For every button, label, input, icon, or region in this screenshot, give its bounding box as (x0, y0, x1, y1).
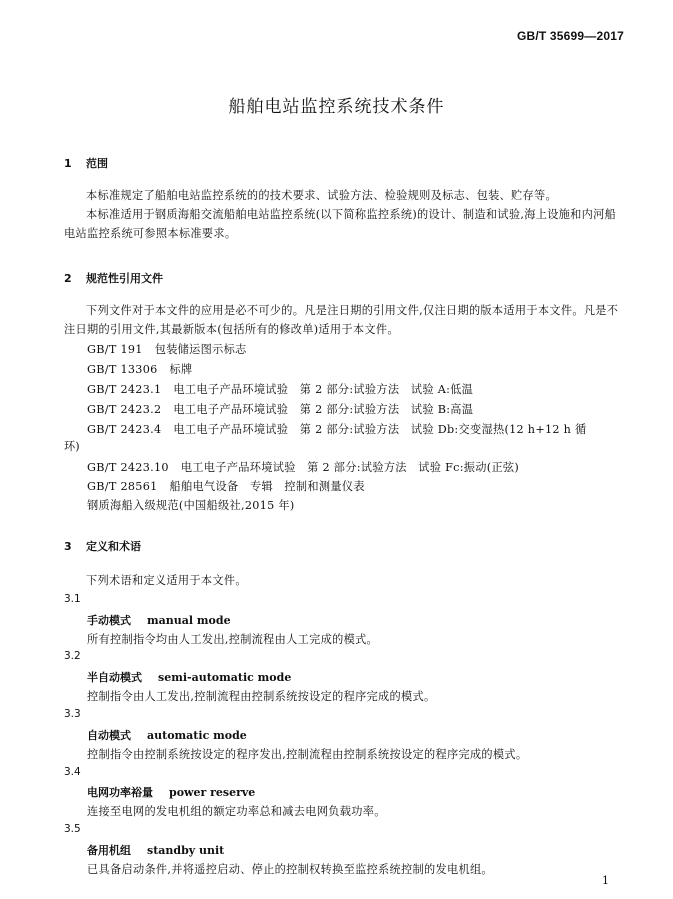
term-heading (87, 842, 224, 858)
standard-code: GB/T 35699—2017 (516, 29, 624, 43)
reference-code: GB/T 2423.1 (87, 383, 162, 396)
term-definition: 控制指令由控制系统按设定的程序发出,控制流程由控制系统按设定的程序完成的模式。 (87, 748, 528, 761)
reference-title: 电工电子产品环境试验 第 2 部分:试验方法 试验 A:低温 (173, 383, 474, 396)
term-en: power reserve (169, 786, 256, 799)
reference-title: 电工电子产品环境试验 第 2 部分:试验方法 试验 Fc:振动(正弦) (180, 461, 520, 474)
term-en: semi-automatic mode (158, 671, 292, 684)
references-intro: 下列文件对于本文件的应用是必不可少的。凡是注日期的引用文件,仅注日期的版本适用于本文件。凡是不注日期的引用文件,其最新版本(包括所有的修改单)适用于本文件。 (64, 304, 619, 336)
reference-item (87, 401, 473, 417)
term-heading (87, 669, 291, 685)
reference-title-continuation: 环) (64, 440, 80, 453)
reference-code: GB/T 28561 (87, 480, 158, 493)
reference-code: GB/T 13306 (87, 363, 158, 376)
reference-item (87, 459, 519, 475)
reference-title: 包装储运图示标志 (154, 343, 247, 356)
reference-item (87, 421, 587, 437)
term-number: 3.2 (64, 650, 81, 662)
reference-title: 电工电子产品环境试验 第 2 部分:试验方法 试验 B:高温 (173, 403, 474, 416)
reference-code: GB/T 2423.2 (87, 403, 162, 416)
section-2-heading (64, 270, 163, 286)
term-definition: 已具备启动条件,并将遥控启动、停止的控制权转换至监控系统控制的发电机组。 (87, 863, 493, 876)
section-number: 3 (64, 540, 72, 553)
reference-item (87, 381, 473, 397)
term-zh: 自动模式 (87, 729, 131, 742)
section-title: 定义和术语 (86, 540, 141, 553)
term-en: standby unit (147, 844, 225, 857)
term-zh: 电网功率裕量 (87, 786, 153, 799)
reference-code: GB/T 2423.4 (87, 423, 162, 436)
reference-item (87, 478, 365, 494)
term-number: 3.4 (64, 766, 81, 778)
scope-paragraph-1: 本标准规定了船舶电站监控系统的的技术要求、试验方法、检验规则及标志、包装、贮存等。 (86, 189, 557, 202)
reference-title: 船舶电气设备 专辑 控制和测量仪表 (169, 480, 365, 493)
term-zh: 半自动模式 (87, 671, 142, 684)
reference-code: GB/T 2423.10 (87, 461, 169, 474)
reference-code: GB/T 191 (87, 343, 143, 356)
terms-intro: 下列术语和定义适用于本文件。 (86, 574, 247, 587)
term-en: manual mode (147, 614, 231, 627)
term-en: automatic mode (147, 729, 247, 742)
term-zh: 备用机组 (87, 844, 131, 857)
term-heading (87, 784, 255, 800)
term-number: 3.1 (64, 593, 81, 605)
reference-item (87, 497, 295, 513)
reference-title: 钢质海船入级规范(中国船级社,2015 年) (87, 499, 295, 512)
reference-title: 电工电子产品环境试验 第 2 部分:试验方法 试验 Db:交变湿热(12 h+12 h 循 (173, 423, 587, 436)
term-heading (87, 612, 231, 628)
term-number: 3.3 (64, 708, 81, 720)
term-definition: 所有控制指令均由人工发出,控制流程由人工完成的模式。 (87, 633, 379, 646)
document-title: 船舶电站监控系统技术条件 (228, 97, 445, 117)
section-number: 1 (64, 157, 72, 170)
section-title: 范围 (86, 157, 108, 170)
term-zh: 手动模式 (87, 614, 131, 627)
section-1-heading (64, 155, 108, 171)
term-definition: 控制指令由人工发出,控制流程由控制系统按设定的程序完成的模式。 (87, 690, 436, 703)
reference-item (87, 361, 193, 377)
section-3-heading (64, 538, 141, 554)
section-title: 规范性引用文件 (86, 272, 163, 285)
term-heading (87, 727, 247, 743)
reference-item (87, 341, 247, 357)
section-number: 2 (64, 272, 72, 285)
term-number: 3.5 (64, 823, 81, 835)
scope-paragraph-2: 本标准适用于钢质海船交流船舶电站监控系统(以下简称监控系统)的设计、制造和试验,海上设施和内河船电站监控系统可参照本标准要求。 (64, 208, 617, 240)
page-number: 1 (602, 874, 609, 887)
term-definition: 连接至电网的发电机组的额定功率总和减去电网负载功率。 (87, 805, 386, 818)
reference-title: 标牌 (169, 363, 193, 376)
